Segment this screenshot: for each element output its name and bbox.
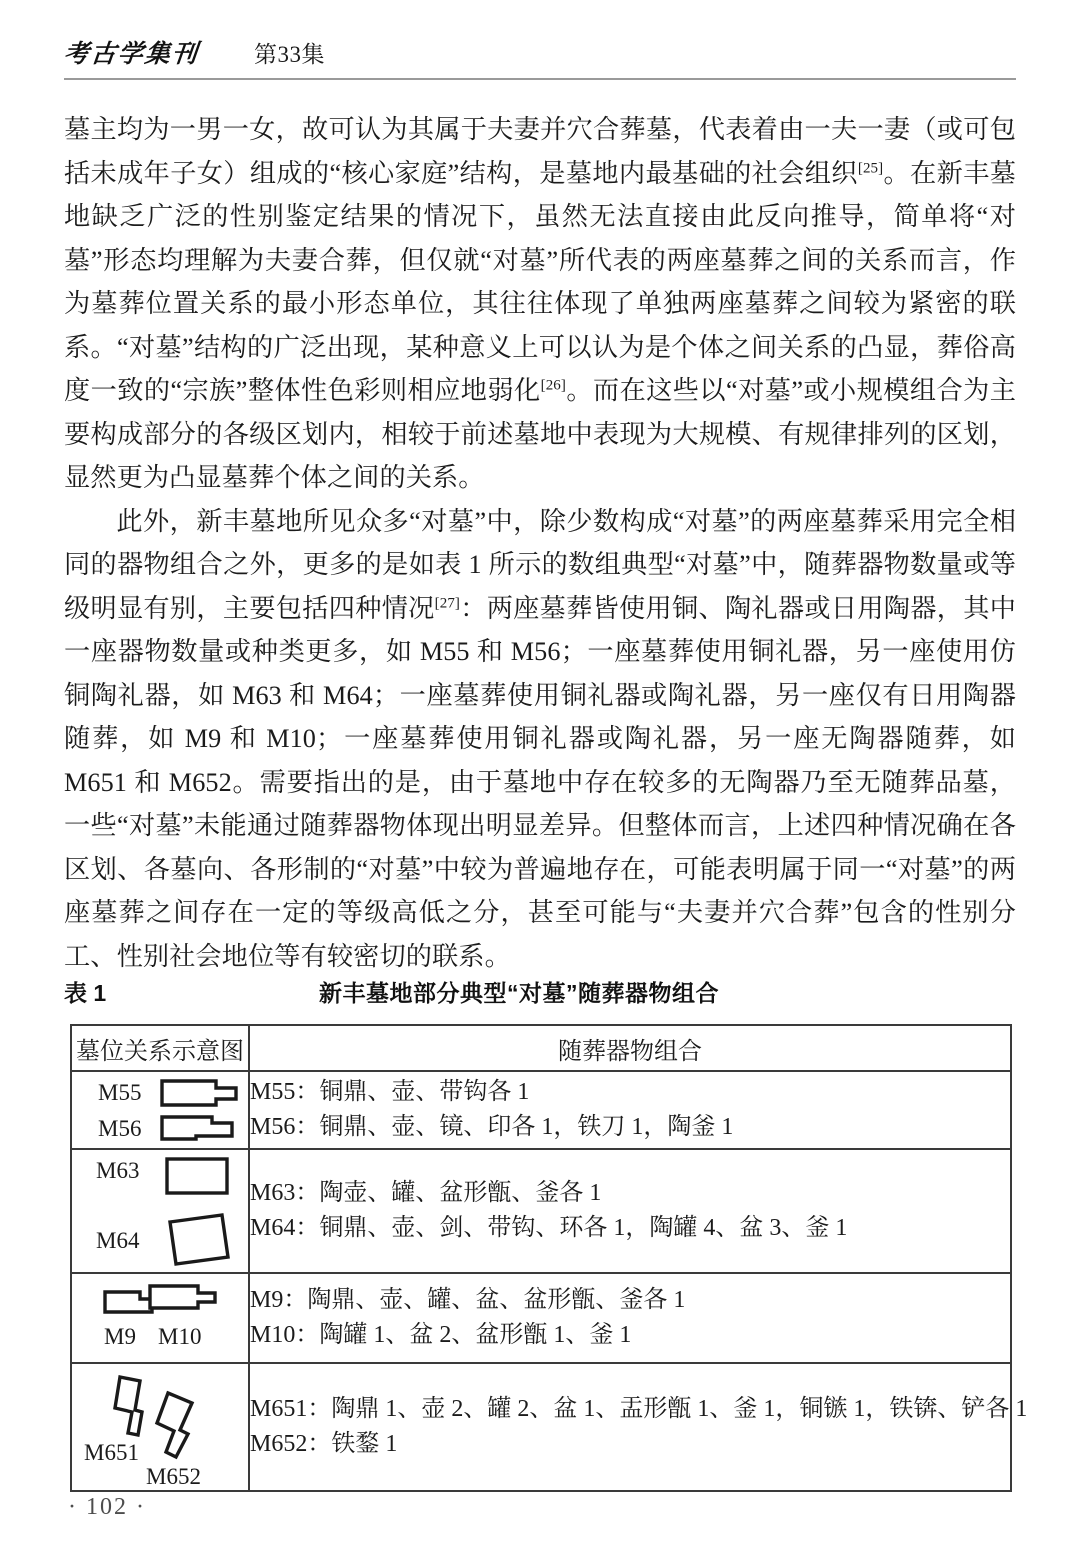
assemblage-cell-m9-m10 [249, 1273, 1011, 1363]
table-header-row [71, 1025, 1011, 1071]
tomb-shape-m56 [160, 1114, 244, 1142]
tomb-shape-m64 [164, 1212, 236, 1268]
paragraph-2 [64, 500, 1016, 979]
tomb-plan-diagram-m55-m56 [71, 1071, 249, 1149]
tomb-plan-diagram-m63-m64 [71, 1149, 249, 1273]
column-header-items: 随葬器物组合 [249, 1025, 1011, 1071]
footnote-ref-26[interactable]: [26] [540, 377, 566, 394]
assemblage-line: M651：陶鼎 1、壶 2、罐 2、盆 1、盂形甑 1、釜 1，铜镞 1，铁锛、铲各 1 [250, 1396, 1028, 1422]
assemblage-line: M55：铜鼎、壶、带钩各 1 [250, 1079, 530, 1105]
footnote-ref-27[interactable]: [27] [434, 594, 461, 611]
table-caption [64, 975, 1016, 1011]
plan-label-m55: M55 [98, 1080, 142, 1105]
tomb-plan-diagram-m651-m652 [71, 1363, 249, 1491]
table-row [71, 1071, 1011, 1149]
table-row [71, 1149, 1011, 1273]
tomb-plan-diagram-m9-m10 [71, 1273, 249, 1363]
running-head [64, 30, 1016, 80]
burial-assemblage-table [70, 1024, 1028, 1492]
table-title: 新丰墓地部分典型“对墓”随葬器物组合 [319, 980, 719, 1006]
footnote-ref-25[interactable]: [25] [857, 159, 884, 176]
assemblage-line: M63：陶壶、罐、盆形甑、釜各 1 [250, 1180, 602, 1206]
plan-label-m651: M651 [84, 1440, 139, 1465]
body-text [64, 108, 1016, 978]
assemblage-cell-m55-m56 [249, 1071, 1011, 1149]
assemblage-line: M56：铜鼎、壶、镜、印各 1，铁刀 1，陶釜 1 [250, 1114, 734, 1140]
plan-label-m63: M63 [96, 1158, 140, 1183]
paragraph-1-part-3: 。而在这些以“对墓”或小规模组合为主要构成部分的各级区划内，相较于前述墓地中表现为大规模、有规律排列的区划，显然更为凸显墓葬个体之间的关系。 [64, 376, 1016, 492]
tomb-shape-m651 [106, 1372, 158, 1442]
journal-title: 考古学集刊 [62, 41, 201, 68]
column-header-diagram: 墓位关系示意图 [71, 1025, 249, 1071]
assemblage-line: M10：陶罐 1、盆 2、盆形甑 1、釜 1 [250, 1322, 632, 1348]
table-label: 表 1 [64, 980, 107, 1006]
plan-label-m9: M9 [104, 1324, 136, 1349]
assemblage-line: M64：铜鼎、壶、剑、带钩、环各 1，陶罐 4、盆 3、釜 1 [250, 1215, 848, 1241]
tomb-shape-m652 [152, 1388, 210, 1462]
plan-label-m64: M64 [96, 1228, 140, 1253]
header-rule [64, 78, 1016, 80]
assemblage-line: M652：铁鍪 1 [250, 1431, 398, 1457]
tomb-shape-m63 [164, 1156, 234, 1198]
paragraph-2-part-2: ：两座墓葬皆使用铜、陶礼器或日用陶器，其中一座器物数量或种类更多，如 M55 和 M56；一座墓葬使用铜礼器，另一座使用仿铜陶礼器，如 M63 和 M64；一座墓葬使用铜礼器或陶礼器，另一座仅有日用陶器随葬，如 M9 和 M10；一座墓葬使用铜礼器或陶礼器，另一座无陶器随葬，如 M651 和 M652。需要指出的是，由于墓地中存在较多的无陶器乃至无随葬品墓，一些“对墓”未能通过随葬器物体现出明显差异。但整体而言，上述四种情况确在各区划、各墓向、各形制的“对墓”中较为普遍地存在，可能表明属于同一“对墓”的两座墓葬之间存在一定的等级高低之分，甚至可能与“夫妻并穴合葬”包含的性别分工、性别社会地位等有较密切的联系。 [64, 593, 1016, 971]
plan-label-m652: M652 [146, 1464, 201, 1489]
page-number: · 102 · [68, 1494, 146, 1520]
assemblage-line: M9：陶鼎、壶、罐、盆、盆形甑、釜各 1 [250, 1287, 686, 1313]
plan-label-m56: M56 [98, 1116, 142, 1141]
assemblage-cell-m651-m652 [249, 1363, 1028, 1491]
assemblage-cell-m63-m64 [249, 1149, 1011, 1273]
tomb-shape-m55 [160, 1078, 244, 1108]
paragraph-1-part-2: 。在新丰墓地缺乏广泛的性别鉴定结果的情况下，虽然无法直接由此反向推导，简单将“对墓”形态均理解为夫妻合葬，但仅就“对墓”所代表的两座墓葬之间的关系而言，作为墓葬位置关系的最小形态单位，其往往体现了单独两座墓葬之间较为紧密的联系。“对墓”结构的广泛出现，某种意义上可以认为是个体之间关系的凸显，葬俗高度一致的“宗族”整体性色彩则相应地弱化 [64, 158, 1016, 405]
volume-number: 第33集 [254, 42, 325, 67]
table-row [71, 1273, 1011, 1363]
table-row [71, 1363, 1011, 1491]
plan-label-m10: M10 [158, 1324, 202, 1349]
tomb-shape-m9-m10 [102, 1282, 222, 1320]
paragraph-1-part-1: 墓主均为一男一女，故可认为其属于夫妻并穴合葬墓，代表着由一夫一妻（或可包括未成年子女）组成的“核心家庭”结构，是墓地内最基础的社会组织 [64, 115, 1016, 188]
paragraph-2-part-1: 此外，新丰墓地所见众多“对墓”中，除少数构成“对墓”的两座墓葬采用完全相同的器物组合之外，更多的是如表 1 所示的数组典型“对墓”中，随葬器物数量或等级明显有别，主要包括四种情况 [64, 506, 1016, 623]
paragraph-1 [64, 108, 1016, 500]
